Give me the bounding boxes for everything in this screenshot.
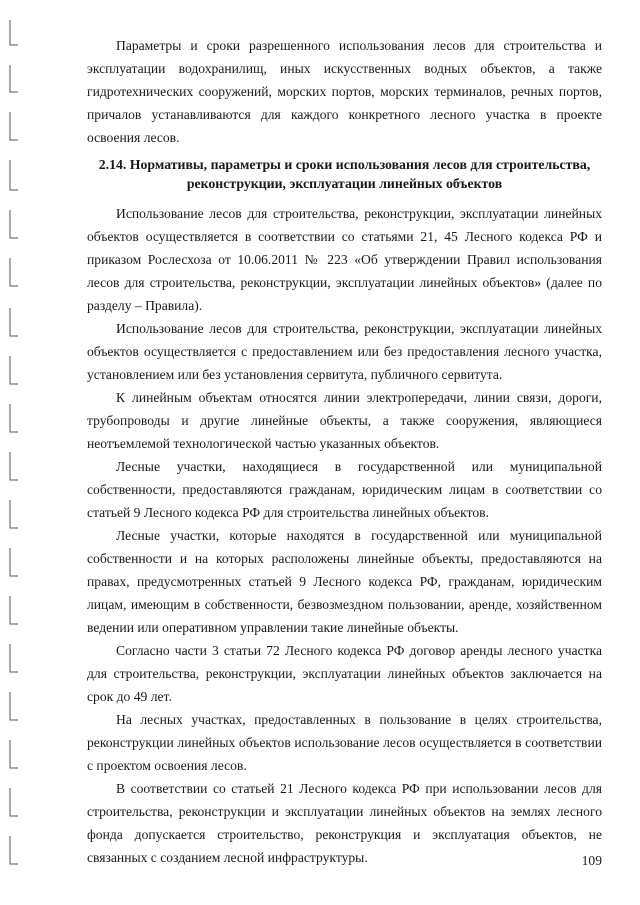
section-heading: 2.14. Нормативы, параметры и сроки использования лесов для строительства, реконструкции, эксплуатации линейных объектов — [98, 157, 591, 191]
document-body — [87, 34, 602, 869]
paragraph: Согласно части 3 статьи 72 Лесного кодекса РФ договор аренды лесного участка для строительства, реконструкции, эксплуатации линейных объектов заключается на срок до 49 лет. — [87, 643, 602, 704]
page-number: 109 — [581, 853, 602, 868]
paragraph: На лесных участках, предоставленных в пользование в целях строительства, реконструкции линейных объектов использование лесов осуществляется в соответствии с проектом освоения лесов. — [87, 712, 602, 773]
paragraph: Использование лесов для строительства, реконструкции, эксплуатации линейных объектов осуществляется в соответствии со статьями 21, 45 Лесного кодекса РФ и приказом Рослесхоза от 10.06.2011 № 223 «Об утверждении Правил использования лесов для строительства, реконструкции, эксплуатации линейных объектов» (далее по разделу – Правила). — [87, 206, 602, 313]
paragraph: Лесные участки, которые находятся в государственной или муниципальной собственности и на которых расположены линейные объекты, предоставляются на правах, предусмотренных статьей 9 Лесного кодекса РФ, гражданам, юридическим лицам, имеющим в собственности, безвозмездном пользовании, аренде, хозяйственном ведении или оперативном управлении такие линейные объекты. — [87, 528, 602, 635]
paragraph: Использование лесов для строительства, реконструкции, эксплуатации линейных объектов осуществляется с предоставлением или без предоставления лесного участка, установлением или без установления сервитута, публичного сервитута. — [87, 321, 602, 382]
paragraph: Параметры и сроки разрешенного использования лесов для строительства и эксплуатации водохранилищ, иных искусственных водных объектов, а также гидротехнических сооружений, морских портов, морских терминалов, речных портов, причалов устанавливаются для каждого конкретного лесного участка в проекте освоения лесов. — [87, 38, 602, 145]
paragraph: Лесные участки, находящиеся в государственной или муниципальной собственности, предоставляются гражданам, юридическим лицам в соответствии со статьей 9 Лесного кодекса РФ для строительства линейных объектов. — [87, 459, 602, 520]
binding-margin-marks — [0, 0, 40, 905]
paragraph: В соответствии со статьей 21 Лесного кодекса РФ при использовании лесов для строительства, реконструкции и эксплуатации линейных объектов на землях лесного фонда допускается строительство, реконструкция и эксплуатация объектов, не связанных с созданием лесной инфраструктуры. — [87, 781, 602, 865]
paragraph: К линейным объектам относятся линии электропередачи, линии связи, дороги, трубопроводы и другие линейные объекты, а также сооружения, являющиеся неотъемлемой технологической частью указанных объектов. — [87, 390, 602, 451]
